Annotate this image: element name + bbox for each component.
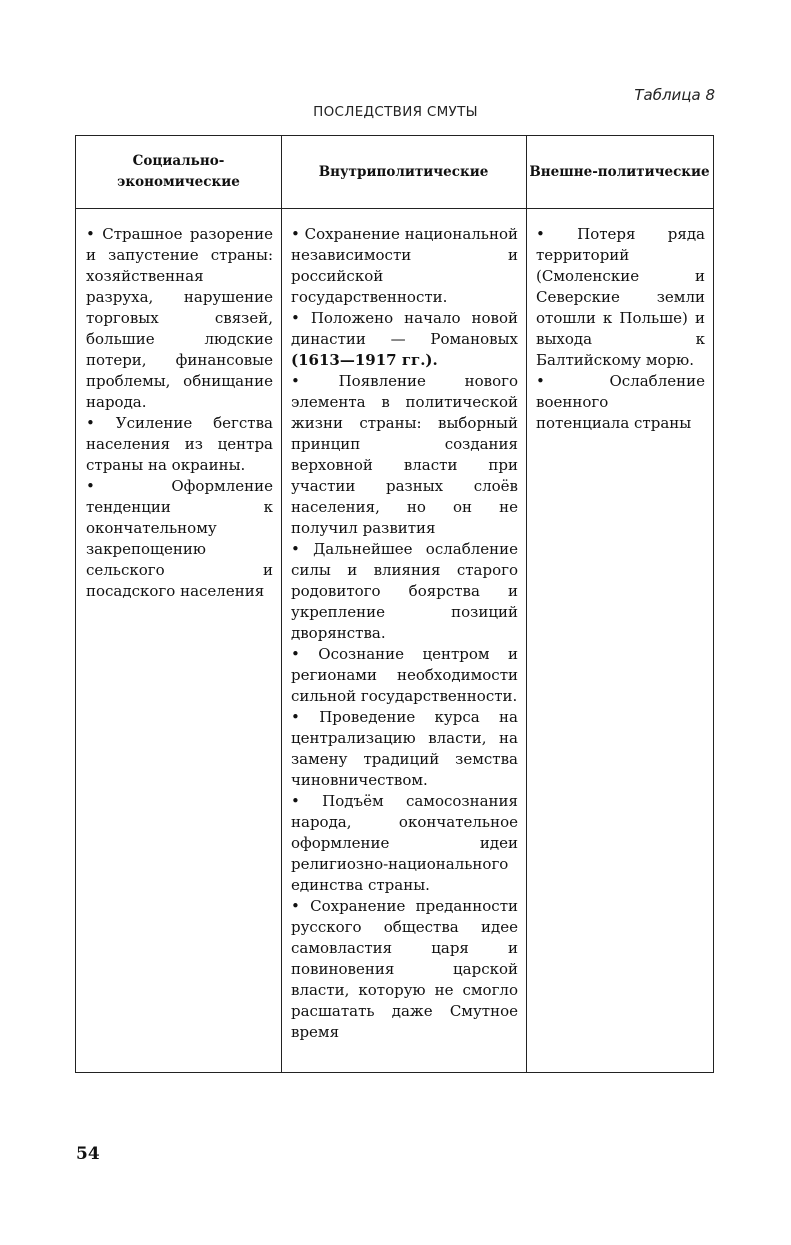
consequences-table xyxy=(75,135,714,1073)
header-divider xyxy=(76,208,713,209)
list-item: • Сохранение преданности русского общества идее самовластия царя и повиновения царской власти, которую не смогло расшатать даже Смутное время xyxy=(291,897,518,1041)
list-item: • Ослабление военного потенциала страны xyxy=(536,372,705,432)
header-social-economic: Социально-экономические xyxy=(117,153,240,190)
list-item: • Подъём самосознания народа, окончательное оформление идеи религиозно-национального единства страны. xyxy=(291,792,518,894)
list-item-text: • Положено начало новой династии — Романовых xyxy=(291,309,518,348)
page-number: 54 xyxy=(76,1144,100,1164)
column-social-economic xyxy=(78,224,281,602)
column-foreign xyxy=(528,224,713,434)
table-title: ПОСЛЕДСТВИЯ СМУТЫ xyxy=(313,104,478,120)
list-item: • Проведение курса на централизацию власти, на замену традиций земства чиновничеством. xyxy=(291,708,518,789)
list-item xyxy=(291,224,518,308)
dynasty-years: (1613—1917 гг.). xyxy=(291,351,438,369)
list-item: • Потеря ряда территорий (Смоленские и Северские земли отошли к Польше) и выхода к Балтийскому морю. xyxy=(536,225,705,369)
list-item-text: • Сохранение национальной независимости и российской государственности. xyxy=(291,225,518,306)
column-divider xyxy=(526,136,527,1072)
list-item: • Дальнейшее ослабление силы и влияния старого родовитого боярства и укрепление позиций дворянства. xyxy=(291,540,518,642)
column-divider xyxy=(281,136,282,1072)
list-item: • Оформление тенденции к окончательному закрепощению сельского и посадского населения xyxy=(86,477,273,600)
column-domestic xyxy=(283,224,526,1043)
list-item: • Усиление бегства населения из центра страны на окраины. xyxy=(86,414,273,474)
header-foreign: Внешне-политические xyxy=(529,163,710,180)
table-number-label: Таблица 8 xyxy=(634,86,715,104)
list-item: • Появление нового элемента в политической жизни страны: выборный принцип создания верховной власти при участии разных слоёв населения, но он не получил развития xyxy=(291,372,518,537)
list-item xyxy=(291,308,518,371)
list-item: • Осознание центром и регионами необходимости сильной государственности. xyxy=(291,645,518,705)
header-domestic: Внутриполитические xyxy=(318,163,489,180)
list-item: • Страшное разорение и запустение страны: хозяйственная разруха, нарушение торговых связей, большие людские потери, финансовые проблемы, обнищание народа. xyxy=(86,225,273,411)
